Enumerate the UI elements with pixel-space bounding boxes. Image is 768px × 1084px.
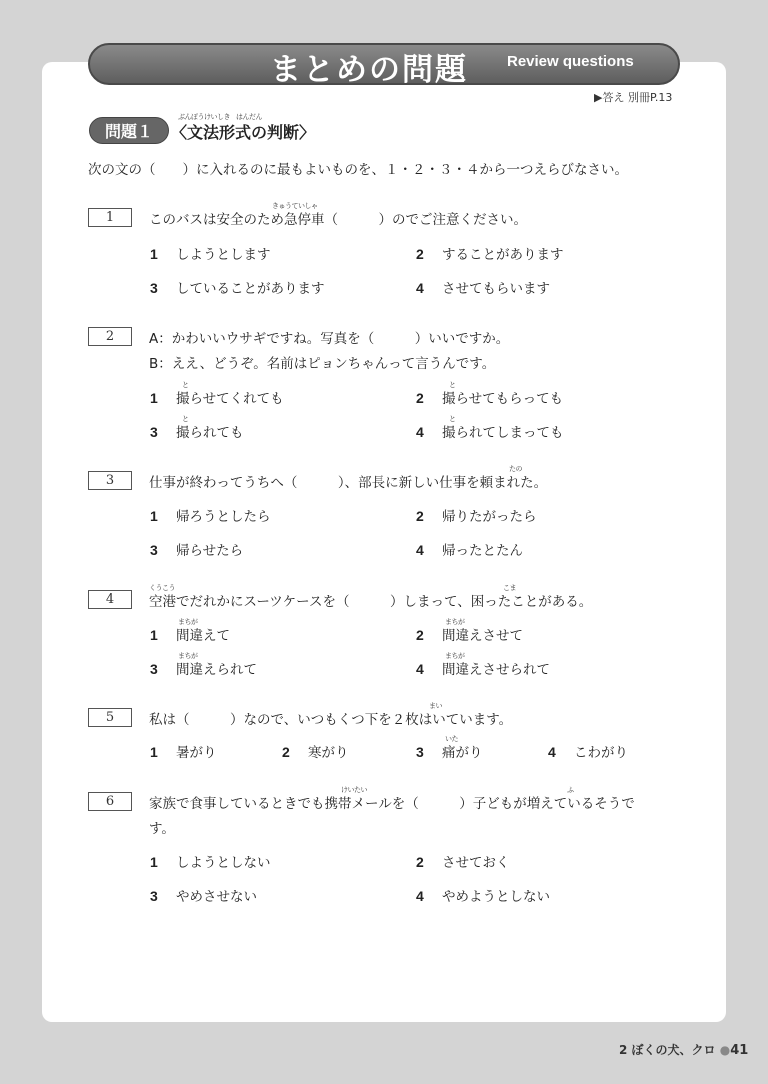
option-number: 4 xyxy=(416,888,424,904)
page-number: 41 xyxy=(730,1043,749,1058)
option-number: 1 xyxy=(150,627,158,643)
answer-option[interactable] xyxy=(416,658,550,678)
answer-option[interactable] xyxy=(282,741,349,761)
question-number: 6 xyxy=(88,792,132,811)
question-text: す。 xyxy=(149,821,175,837)
option-number: 3 xyxy=(150,542,158,558)
option-text: 撮られても xyxy=(176,425,244,441)
option-text: させておく xyxy=(442,855,510,871)
answer-option[interactable] xyxy=(416,277,550,297)
question-ruby: きゅうていしゃ xyxy=(272,202,318,210)
option-text: 寒がり xyxy=(308,745,349,761)
question-number: 2 xyxy=(88,327,132,346)
answer-option[interactable] xyxy=(416,851,510,871)
instructions-text: 次の文の（ ）に入れるのに最もよいものを、１・２・３・４から一つえらびなさい。 xyxy=(88,162,628,178)
answer-option[interactable] xyxy=(416,387,563,407)
option-number: 3 xyxy=(150,280,158,296)
option-number: 1 xyxy=(150,744,158,760)
option-number: 2 xyxy=(416,246,424,262)
answer-option[interactable] xyxy=(416,421,564,441)
option-number: 2 xyxy=(282,744,290,760)
answer-option[interactable] xyxy=(150,539,243,559)
question-text: B：ええ、どうぞ。名前はピョンちゃんって言うんです。 xyxy=(149,356,496,372)
option-ruby: と xyxy=(449,381,456,389)
answer-option[interactable] xyxy=(150,851,271,871)
section-label: 問題１ xyxy=(89,117,169,144)
chapter-number: 2 xyxy=(619,1043,628,1057)
page-footer xyxy=(619,1041,748,1058)
page-subtitle: Review questions xyxy=(507,53,634,70)
option-text: やめさせない xyxy=(176,889,257,905)
option-text: することがあります xyxy=(442,247,564,263)
option-ruby: まちが xyxy=(178,652,198,660)
option-text: 帰りたがったら xyxy=(442,509,537,525)
option-text: していることがあります xyxy=(176,281,325,297)
section-title: 〈文法形式の判断〉 xyxy=(171,123,316,142)
question-ruby: けいたい xyxy=(341,786,367,794)
option-text: 間違えさせて xyxy=(442,628,523,644)
option-text: 暑がり xyxy=(176,745,217,761)
question-text: 仕事が終わってうちへ（ ）、部長に新しい仕事を頼まれた。 xyxy=(149,475,548,491)
question-text: A：かわいいウサギですね。写真を（ ）いいですか。 xyxy=(149,331,510,347)
option-number: 2 xyxy=(416,627,424,643)
question-ruby: まい xyxy=(429,702,442,710)
answer-option[interactable] xyxy=(416,741,483,761)
answer-option[interactable] xyxy=(150,658,257,678)
question-ruby: こま xyxy=(503,584,516,592)
option-number: 4 xyxy=(548,744,556,760)
answer-option[interactable] xyxy=(150,505,271,525)
question-text: 家族で食事しているときでも携帯メールを（ ）子どもが増えているそうで xyxy=(149,796,635,812)
answer-option[interactable] xyxy=(150,421,244,441)
answer-option[interactable] xyxy=(150,277,325,297)
answer-reference: ▶答え 別冊P.13 xyxy=(594,91,673,104)
option-number: 3 xyxy=(150,424,158,440)
answer-option[interactable] xyxy=(150,885,257,905)
answer-option[interactable] xyxy=(150,741,217,761)
option-text: 痛がり xyxy=(442,745,483,761)
question-number: 5 xyxy=(88,708,132,727)
option-text: 撮られてしまっても xyxy=(442,425,564,441)
option-ruby: と xyxy=(449,415,456,423)
question-number: 3 xyxy=(88,471,132,490)
question-text: このバスは安全のため急停車（ ）のでご注意ください。 xyxy=(149,212,527,228)
option-ruby: まちが xyxy=(445,652,465,660)
question-text: 空港でだれかにスーツケースを（ ）しまって、困ったことがある。 xyxy=(149,594,593,610)
option-number: 4 xyxy=(416,280,424,296)
option-text: 撮らせてくれても xyxy=(176,391,284,407)
option-number: 2 xyxy=(416,508,424,524)
question-ruby: ふ xyxy=(567,786,574,794)
option-number: 2 xyxy=(416,390,424,406)
option-text: 間違えられて xyxy=(176,662,257,678)
option-number: 3 xyxy=(416,744,424,760)
option-ruby: と xyxy=(182,415,189,423)
option-text: こわがり xyxy=(574,745,628,761)
option-text: 間違えさせられて xyxy=(442,662,550,678)
worksheet-page xyxy=(42,62,726,1022)
option-number: 2 xyxy=(416,854,424,870)
option-number: 1 xyxy=(150,390,158,406)
option-text: しようとします xyxy=(176,247,271,263)
answer-option[interactable] xyxy=(416,539,523,559)
bullet-icon: ● xyxy=(719,1043,731,1057)
answer-option[interactable] xyxy=(548,741,628,761)
question-number: 1 xyxy=(88,208,132,227)
option-text: 帰ったとたん xyxy=(442,543,523,559)
option-text: しようとしない xyxy=(176,855,271,871)
option-text: 撮らせてもらっても xyxy=(442,391,564,407)
option-ruby: まちが xyxy=(178,618,198,626)
answer-option[interactable] xyxy=(416,505,537,525)
answer-option[interactable] xyxy=(150,243,271,263)
option-number: 3 xyxy=(150,661,158,677)
question-text: 私は（ ）なので、いつもくつ下を２枚はいています。 xyxy=(149,712,513,728)
answer-option[interactable] xyxy=(416,243,564,263)
answer-option[interactable] xyxy=(150,624,230,644)
question-number: 4 xyxy=(88,590,132,609)
option-number: 1 xyxy=(150,508,158,524)
chapter-title: ぼくの犬、クロ xyxy=(631,1043,716,1057)
section-ruby-handan: はんだん xyxy=(236,113,262,121)
answer-option[interactable] xyxy=(416,624,523,644)
option-ruby: と xyxy=(182,381,189,389)
option-number: 1 xyxy=(150,246,158,262)
option-number: 4 xyxy=(416,661,424,677)
option-number: 3 xyxy=(150,888,158,904)
answer-option[interactable] xyxy=(150,387,284,407)
option-text: やめようとしない xyxy=(442,889,550,905)
option-text: 間違えて xyxy=(176,628,230,644)
option-text: 帰らせたら xyxy=(176,543,244,559)
answer-option[interactable] xyxy=(416,885,550,905)
option-text: させてもらいます xyxy=(442,281,550,297)
option-text: 帰ろうとしたら xyxy=(176,509,271,525)
option-ruby: いた xyxy=(445,735,458,743)
option-ruby: まちが xyxy=(445,618,465,626)
question-ruby: くうこう xyxy=(149,584,175,592)
option-number: 1 xyxy=(150,854,158,870)
question-ruby: たの xyxy=(509,465,522,473)
section-ruby-bunpou: ぶんぽうけいしき xyxy=(178,113,230,121)
page-title: まとめの問題 xyxy=(270,52,468,88)
option-number: 4 xyxy=(416,542,424,558)
option-number: 4 xyxy=(416,424,424,440)
